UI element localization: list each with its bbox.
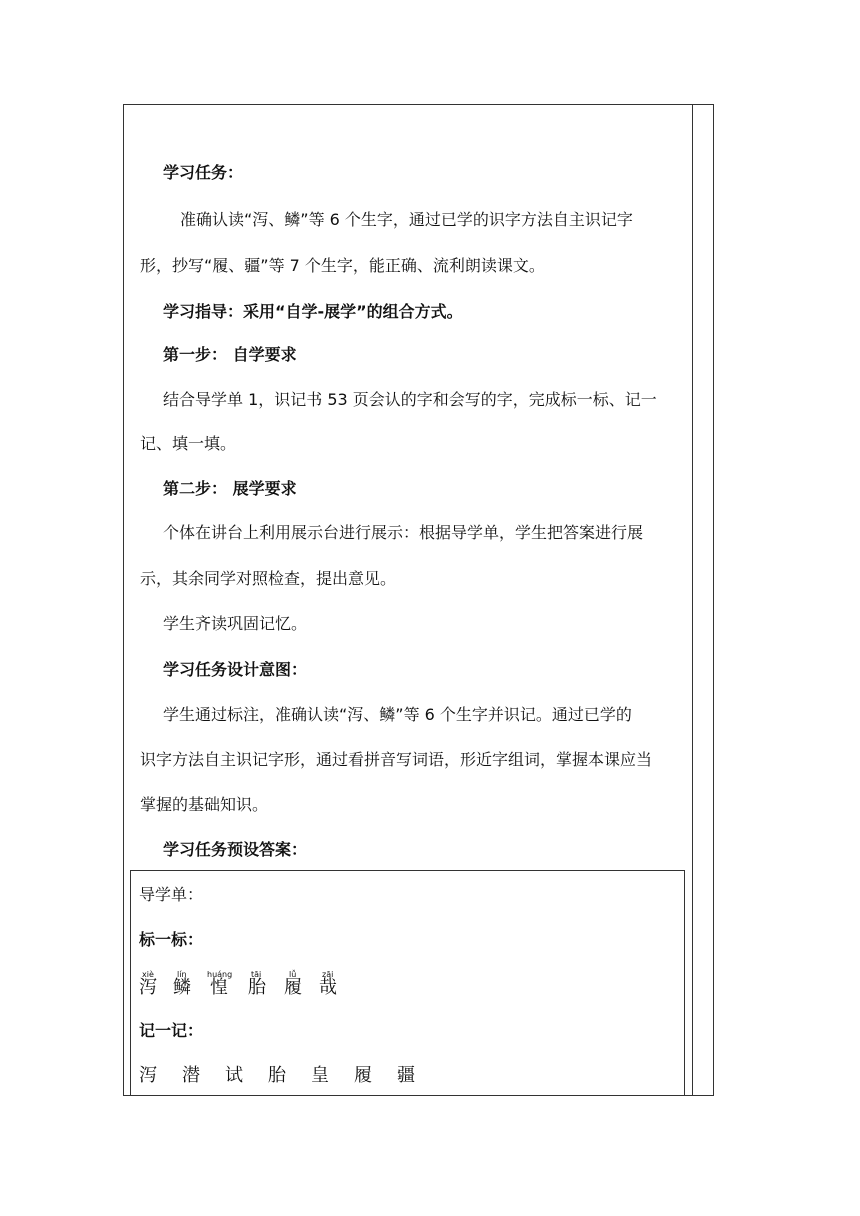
remember-char: 皇 [311,1065,329,1086]
mark-char: 哉 [319,977,337,998]
mark-char: 泻 [139,977,157,998]
pinyin-label: lǚ [289,970,297,979]
task-line-1: 准确认读“泻、鳞”等 6 个生字，通过已学的识字方法自主识记字 [180,210,633,229]
remember-char: 试 [225,1065,243,1086]
sheet-title: 导学单： [139,885,204,904]
remember-char: 泻 [139,1065,157,1086]
mark-char: 惶 [210,977,228,998]
mark-char: 履 [284,977,302,998]
task-line-2: 形，抄写“履、疆”等 7 个生字，能正确、流利朗读课文。 [140,256,545,275]
step1-heading: 第一步： 自学要求 [163,345,297,364]
step2-heading: 第二步： 展学要求 [163,479,297,498]
intent-line-1: 学生通过标注，准确认读“泻、鳞”等 6 个生字并识记。通过已学的 [163,705,632,724]
mark-char: 胎 [248,977,266,998]
intent-heading: 学习任务设计意图： [163,660,308,679]
table-column-divider [692,104,693,1096]
pinyin-label: xiè [142,970,154,979]
guide-sheet-left-edge [130,1088,131,1096]
guide-heading: 学习指导：采用“自学-展学”的组合方式。 [163,302,463,321]
task-heading: 学习任务： [163,163,244,182]
pinyin-label: tāi [251,970,262,979]
step1-line-1: 结合导学单 1，识记书 53 页会认的字和会写的字，完成标一标、记一 [163,390,657,409]
pinyin-label: lín [177,970,187,979]
remember-char: 胎 [268,1065,286,1086]
intent-line-3: 掌握的基础知识。 [140,795,269,814]
remember-heading: 记一记： [139,1021,204,1040]
pinyin-label: huáng [207,970,233,979]
answer-heading: 学习任务预设答案： [163,840,308,859]
mark-char: 鳞 [173,977,191,998]
remember-char: 履 [354,1065,372,1086]
step1-line-2: 记、填一填。 [140,434,237,453]
pinyin-label: zāi [322,970,334,979]
step2-line-2: 示，其余同学对照检查，提出意见。 [140,569,397,588]
intent-line-2: 识字方法自主识记字形，通过看拼音写词语，形近字组词，掌握本课应当 [140,750,653,769]
remember-char: 潜 [182,1065,200,1086]
step2-line-1: 个体在讲台上利用展示台进行展示：根据导学单，学生把答案进行展 [163,523,644,542]
step2-line-3: 学生齐读巩固记忆。 [163,614,308,633]
remember-char: 疆 [397,1065,415,1086]
mark-heading: 标一标： [139,930,204,949]
